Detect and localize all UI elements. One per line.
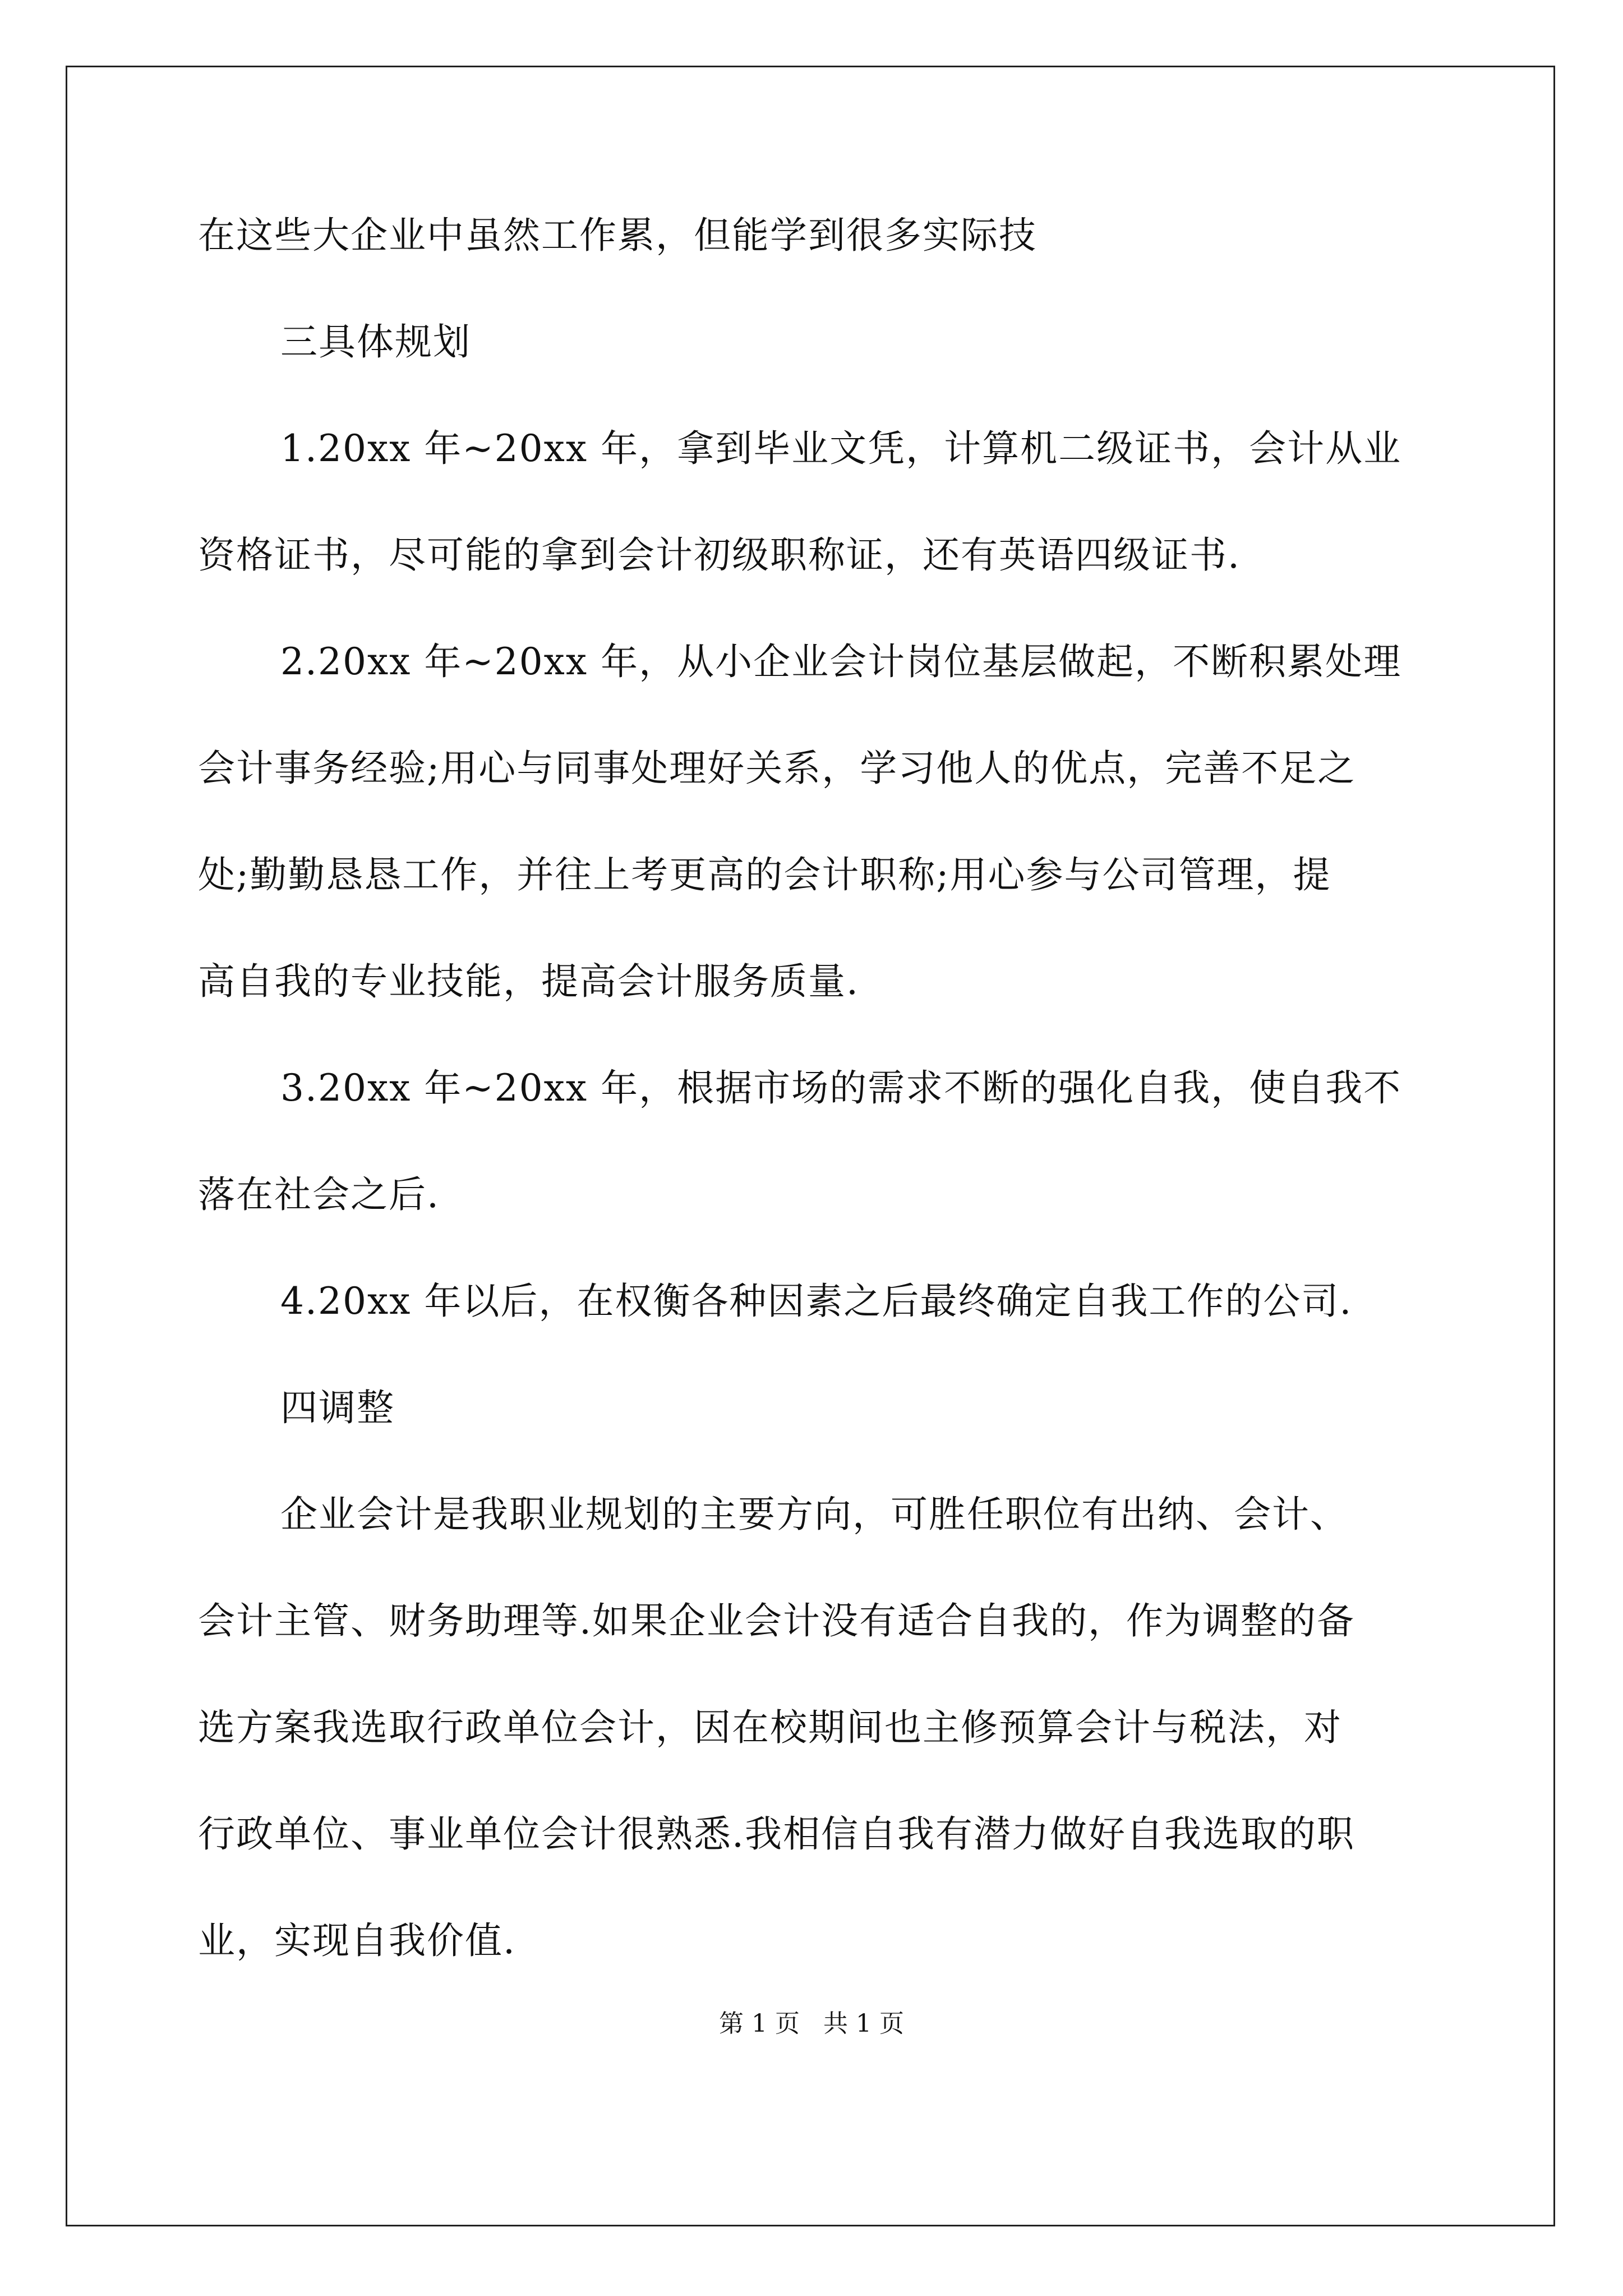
body-text-line: 业，实现自我价值. — [198, 1919, 516, 1962]
body-text-line: 行政单位、事业单位会计很熟悉.我相信自我有潜力做好自我选取的职 — [198, 1812, 1355, 1856]
section-heading: 四调整 — [280, 1386, 395, 1429]
list-item-1: 1.20xx 年~20xx 年，拿到毕业文凭，计算机二级证书，会计从业 — [280, 427, 1402, 470]
body-text-line: 资格证书，尽可能的拿到会计初级职称证，还有英语四级证书. — [198, 533, 1241, 577]
body-text-line: 落在社会之后. — [198, 1173, 440, 1216]
page-border — [66, 66, 1555, 2226]
section-heading: 三具体规划 — [280, 320, 471, 364]
page-number-footer: 第 1 页 共 1 页 — [719, 2009, 904, 2038]
body-text-line: 会计主管、财务助理等.如果企业会计没有适合自我的，作为调整的备 — [198, 1599, 1355, 1642]
body-text-line: 会计事务经验;用心与同事处理好关系，学习他人的优点，完善不足之 — [198, 747, 1356, 790]
body-text-line: 选方案我选取行政单位会计，因在校期间也主修预算会计与税法，对 — [198, 1706, 1342, 1749]
paragraph-start: 企业会计是我职业规划的主要方向，可胜任职位有出纳、会计、 — [280, 1493, 1348, 1536]
list-item-4: 4.20xx 年以后，在权衡各种因素之后最终确定自我工作的公司. — [280, 1280, 1353, 1323]
list-item-3: 3.20xx 年~20xx 年，根据市场的需求不断的强化自我，使自我不 — [280, 1066, 1402, 1110]
body-text-line: 处;勤勤恳恳工作，并往上考更高的会计职称;用心参与公司管理，提 — [198, 853, 1331, 896]
body-text-line: 在这些大企业中虽然工作累，但能学到很多实际技 — [198, 214, 1037, 257]
list-item-2: 2.20xx 年~20xx 年，从小企业会计岗位基层做起，不断积累处理 — [280, 640, 1402, 683]
body-text-line: 高自我的专业技能，提高会计服务质量. — [198, 960, 859, 1003]
